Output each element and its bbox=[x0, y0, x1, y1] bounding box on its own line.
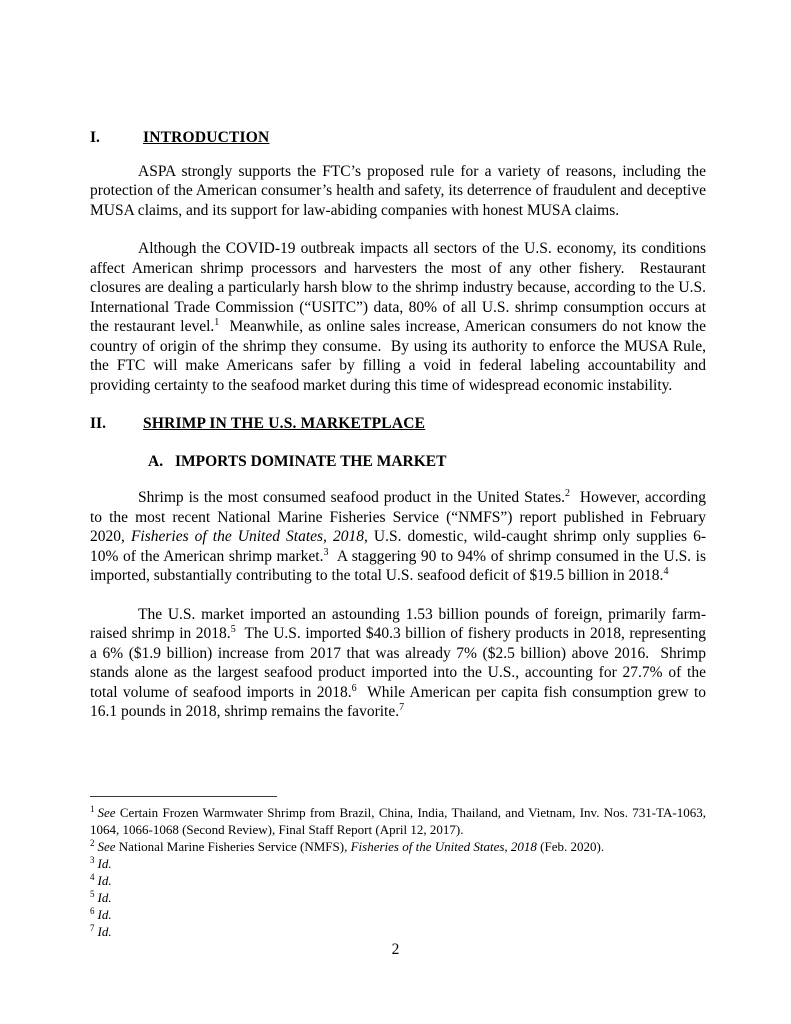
section-number-intro: I. bbox=[90, 129, 100, 146]
footnote-6 bbox=[90, 906, 706, 923]
footnote-5 bbox=[90, 889, 706, 906]
section-heading-intro bbox=[90, 128, 706, 148]
footnote-4-text: Id. bbox=[97, 873, 112, 888]
footnote-4-number: 4 bbox=[90, 871, 95, 882]
paragraph-aspa-support: ASPA strongly supports the FTC’s proposed rule for a variety of reasons, including the protection of the American consumer’s health and safety, its deterrence of fraudulent and deceptive MUSA claims, and its support for law-abiding companies with honest MUSA claims. bbox=[90, 162, 706, 219]
paragraph-shrimp-consumption: Shrimp is the most consumed seafood product in the United States.$^2$ However, according to the most recent National Marine Fisheries Service (“NMFS”) report published in February 2020, Fisheries of the United States, 2018, U.S. domestic, wild-caught shrimp only supplies 6-10% of the American shrimp market.$^3$ A staggering 90 to 94% of shrimp consumed in the U.S. is imported, substantially contributing to the total U.S. seafood deficit of $19.5 billion in 2018.$^4$ bbox=[90, 487, 707, 584]
footnote-separator bbox=[90, 796, 277, 797]
footnote-1 bbox=[90, 804, 706, 838]
footnote-4 bbox=[90, 872, 706, 889]
document-body bbox=[90, 128, 706, 722]
section-title-intro: INTRODUCTION bbox=[143, 129, 270, 146]
page-number: 2 bbox=[391, 941, 400, 958]
footnote-5-number: 5 bbox=[90, 888, 95, 899]
subsection-number: A. bbox=[148, 452, 164, 470]
footnote-area bbox=[90, 796, 706, 940]
footnote-7-text: Id. bbox=[97, 924, 112, 939]
footnote-7-number: 7 bbox=[90, 922, 95, 933]
section-heading-marketplace bbox=[90, 414, 706, 434]
footnote-3 bbox=[90, 855, 706, 872]
footnote-3-number: 3 bbox=[90, 854, 95, 865]
footnote-1-number: 1 bbox=[90, 803, 95, 814]
section-title-marketplace: SHRIMP IN THE U.S. MARKETPLACE bbox=[143, 415, 426, 432]
subsection-heading-imports bbox=[148, 452, 706, 472]
paragraph-covid-impact: Although the COVID-19 outbreak impacts all sectors of the U.S. economy, its conditions affect American shrimp processors and harvesters the most of any other fishery. Restaurant closures are dealing a particularly harsh blow to the shrimp industry because, according to the U.S. International Trade Commission (“USITC”) data, 80% of all U.S. shrimp consumption occurs at the restaurant level.$^1$ Meanwhile, as online sales increase, American consumers do not know the country of origin of the shrimp they consume. By using its authority to enforce the MUSA Rule, the FTC will make Americans safer by filling a void in federal labeling accountability and providing certainty to the seafood market during this time of widespread economic instability. bbox=[90, 240, 706, 394]
footnote-6-number: 6 bbox=[90, 905, 95, 916]
footnote-6-text: Id. bbox=[97, 907, 112, 922]
footnote-5-text: Id. bbox=[97, 890, 112, 905]
footnote-2 bbox=[90, 838, 706, 855]
footnote-2-number: 2 bbox=[90, 837, 95, 848]
subsection-title: IMPORTS DOMINATE THE MARKET bbox=[175, 452, 447, 470]
footnote-1-text: See Certain Frozen Warmwater Shrimp from Brazil, China, India, Thailand, and Vietnam, Inv. Nos. 731-TA-1063, 1064, 1066-1068 (Second Review), Final Staff Report (April 12, 2017). bbox=[90, 805, 706, 837]
footnote-3-text: Id. bbox=[97, 856, 112, 871]
paragraph-import-volume: The U.S. market imported an astounding 1.53 billion pounds of foreign, primarily farm-raised shrimp in 2018.$^5$ The U.S. imported $40.3 billion of fishery products in 2018, representing a 6% ($1.9 billion) increase from 2017 that was already 7% ($2.5 billion) above 2016. Shrimp stands alone as the largest seafood product imported into the U.S., accounting for 27.7% of the total volume of seafood imports in 2018.$^6$ While American per capita fish consumption grew to 16.1 pounds in 2018, shrimp remains the favorite.$^7$ bbox=[90, 605, 706, 720]
footnote-7 bbox=[90, 923, 706, 940]
section-number-marketplace: II. bbox=[90, 415, 106, 432]
footnote-2-text: See National Marine Fisheries Service (NMFS), Fisheries of the United States, 2018 (Feb. 2020). bbox=[97, 839, 605, 854]
